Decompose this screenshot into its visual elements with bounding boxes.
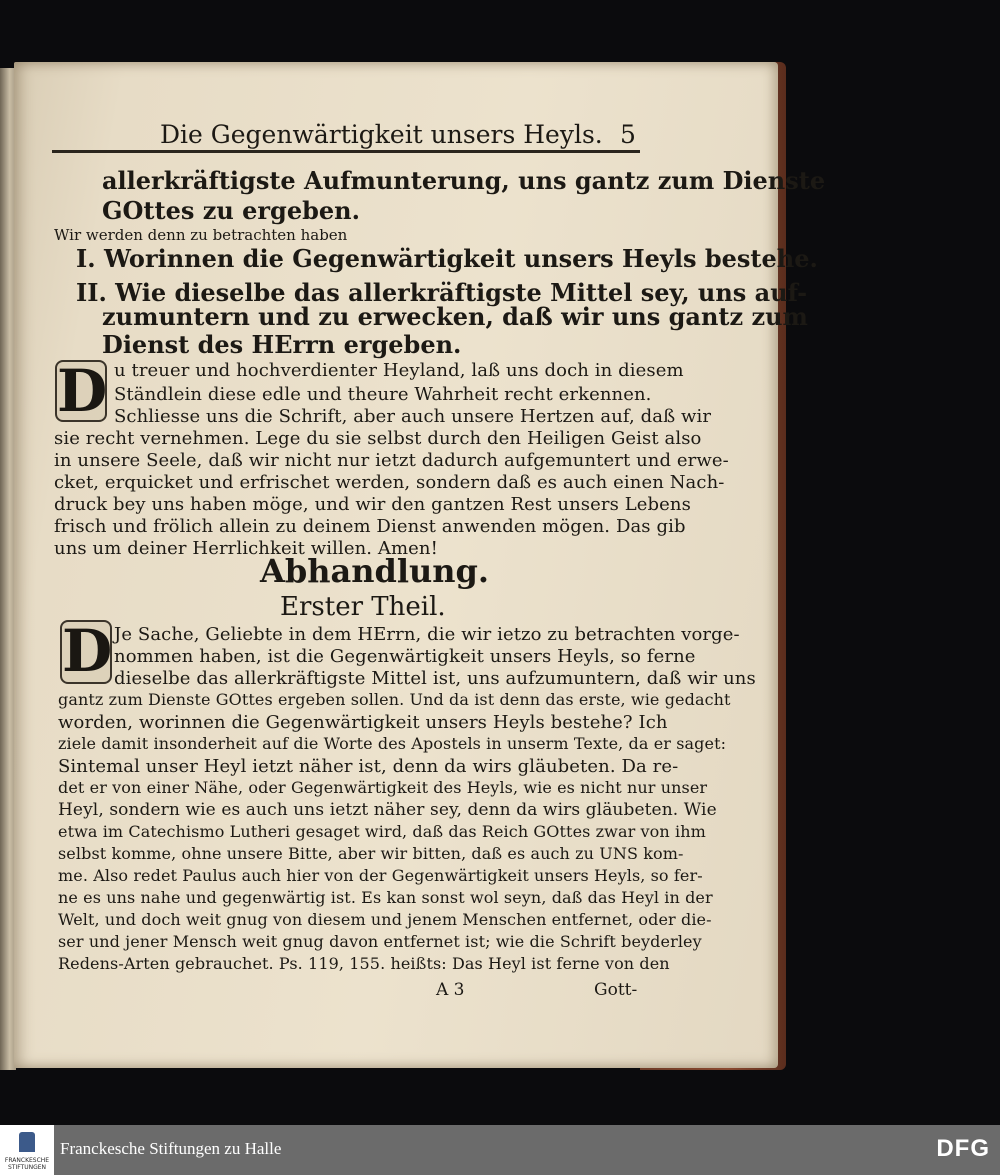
header-rule [52,150,640,153]
prayer-line: Ständlein diese edle und theure Wahrheit recht erkennen. [114,384,652,405]
prayer-line: druck bey uns haben möge, und wir den gantzen Rest unsers Lebens [54,494,691,515]
body-line: Redens-Arten gebrauchet. Ps. 119, 155. heißts: Das Heyl ist ferne von den [58,954,670,973]
point-line: II. Wie dieselbe das allerkräftigste Mittel sey, uns auf- [76,278,808,307]
body-line: Je Sache, Geliebte in dem HErrn, die wir ietzo zu betrachten vorge- [114,624,740,645]
footer-bar [0,1125,1000,1175]
body-dropcap: D [62,617,113,685]
body-line: ne es uns nahe und gegenwärtig ist. Es kan sonst wol seyn, daß das Heyl in der [58,888,713,907]
institution-logo[interactable] [0,1125,54,1175]
point-line: zumuntern und zu erwecken, daß wir uns gantz zum [102,302,808,331]
prayer-line: frisch und frölich allein zu deinem Dienst anwenden mögen. Das gib [54,516,686,537]
body-line: ser und jener Mensch weit gnug davon entfernet ist; wie die Schrift beyderley [58,932,702,951]
lead-line: Wir werden denn zu betrachten haben [54,226,348,244]
intro-line: GOttes zu ergeben. [102,196,360,225]
catchword: Gott- [594,980,638,1000]
prayer-line: cket, erquicket und erfrischet werden, sondern daß es auch einen Nach- [54,472,725,493]
body-line: nommen haben, ist die Gegenwärtigkeit unsers Heyls, so ferne [114,646,696,667]
body-line: det er von einer Nähe, oder Gegenwärtigkeit des Heyls, wie es nicht nur unser [58,778,708,797]
intro-line: allerkräftigste Aufmunterung, uns gantz zum Dienste [102,166,826,195]
institution-name[interactable]: Franckesche Stiftungen zu Halle [60,1139,282,1158]
body-line: dieselbe das allerkräftigste Mittel ist, uns aufzumuntern, daß wir uns [114,668,756,689]
section-heading: Abhandlung. [260,552,490,590]
logo-caption: FRANCKESCHE STIFTUNGEN [4,1157,50,1171]
body-line: Sintemal unser Heyl ietzt näher ist, denn da wirs gläubeten. Da re- [58,756,679,777]
running-title: Die Gegenwärtigkeit unsers Heyls. [160,120,603,149]
prayer-dropcap: D [57,357,108,425]
section-subheading: Erster Theil. [280,592,446,622]
body-line: selbst komme, ohne unsere Bitte, aber wir bitten, daß es auch zu UNS kom- [58,844,684,863]
building-icon [19,1132,35,1152]
body-line: ziele damit insonderheit auf die Worte des Apostels in unserm Texte, da er saget: [58,734,727,753]
point-line: I. Worinnen die Gegenwärtigkeit unsers Heyls bestehe. [76,244,818,273]
body-line: Welt, und doch weit gnug von diesem und jenem Menschen entfernet, oder die- [58,910,712,929]
prayer-line: in unsere Seele, daß wir nicht nur ietzt dadurch aufgemuntert und erwe- [54,450,729,471]
body-line: me. Also redet Paulus auch hier von der Gegenwärtigkeit unsers Heyls, so fer- [58,866,703,885]
prayer-line: u treuer und hochverdienter Heyland, laß uns doch in diesem [114,360,684,381]
body-line: Heyl, sondern wie es auch uns ietzt näher sey, denn da wirs gläubeten. Wie [58,800,717,820]
dfg-logo[interactable]: DFG [936,1135,990,1162]
body-line: worden, worinnen die Gegenwärtigkeit unsers Heyls bestehe? Ich [58,712,668,733]
point-line: Dienst des HErrn ergeben. [102,330,462,359]
prayer-line: uns um deiner Herrlichkeit willen. Amen! [54,538,438,559]
prayer-line: Schliesse uns die Schrift, aber auch unsere Hertzen auf, daß wir [114,406,712,427]
prayer-line: sie recht vernehmen. Lege du sie selbst durch den Heiligen Geist also [54,428,702,449]
page-number: 5 [620,120,636,149]
body-line: etwa im Catechismo Lutheri gesaget wird, daß das Reich GOttes zwar von ihm [58,822,706,841]
signature-mark: A 3 [436,980,465,1000]
body-line: gantz zum Dienste GOttes ergeben sollen. Und da ist denn das erste, wie gedacht [58,690,731,709]
